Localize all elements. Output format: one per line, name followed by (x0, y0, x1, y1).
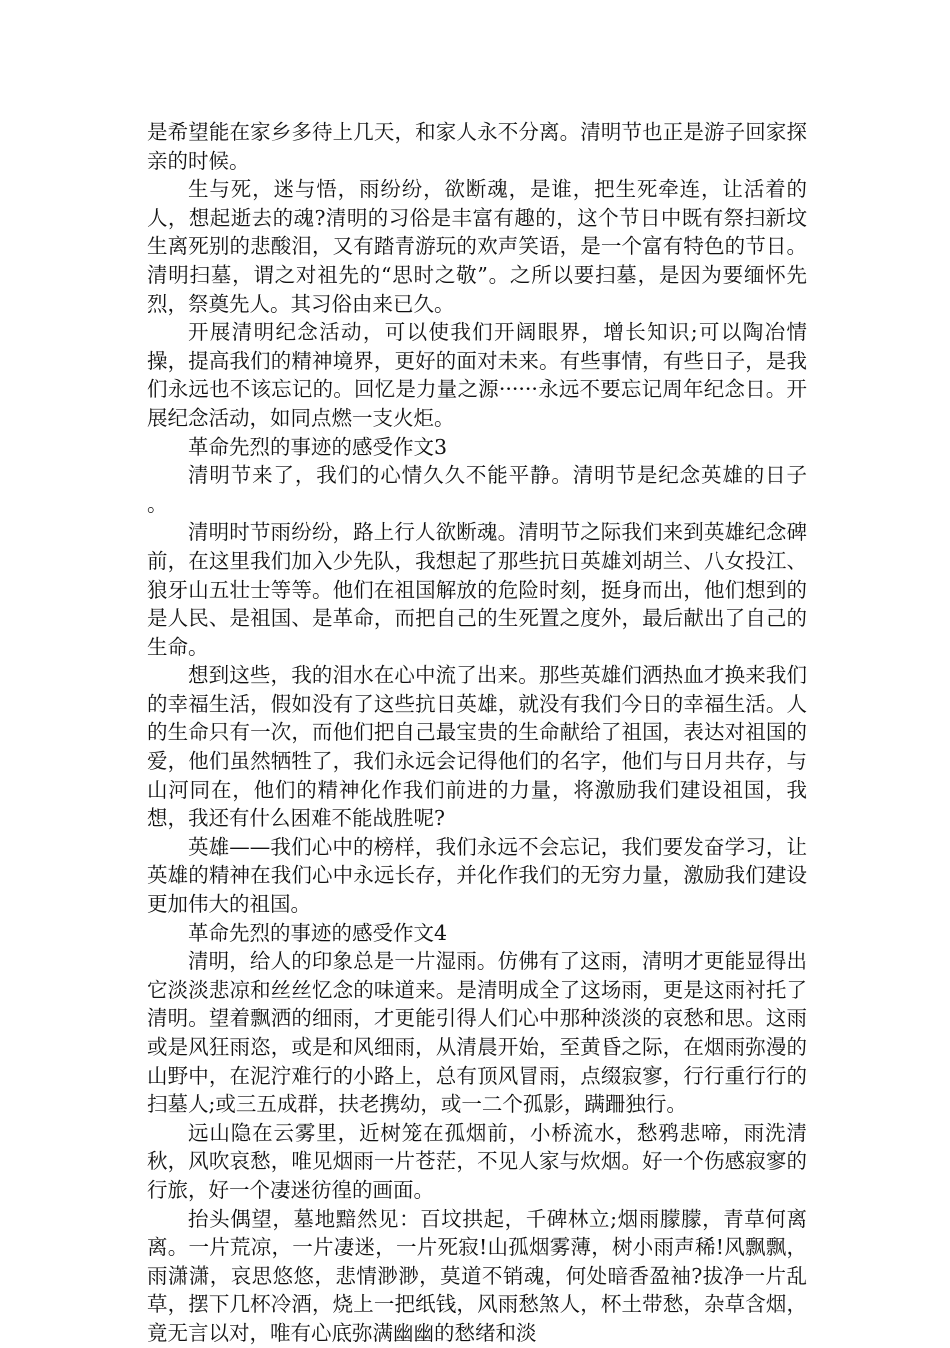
paragraph: 生与死，迷与悟，雨纷纷，欲断魂，是谁，把生死牵连，让活着的人，想起逝去的魂?清明的习俗是丰富有趣的，这个节日中既有祭扫新坟生离死别的悲酸泪，又有踏青游玩的欢声笑语，是一个富有特色的节日。清明扫墓，谓之对祖先的“思时之敬”。之所以要扫墓，是因为要缅怀先烈，祭奠先人。其习俗由来已久。 (147, 177, 807, 316)
paragraph: 是希望能在家乡多待上几天，和家人永不分离。清明节也正是游子回家探亲的时候。 (147, 120, 807, 173)
paragraph: 清明节来了，我们的心情久久不能平静。清明节是纪念英雄的日子 。 (147, 463, 807, 516)
paragraph: 想到这些，我的泪水在心中流了出来。那些英雄们洒热血才换来我们的幸福生活，假如没有了这些抗日英雄，就没有我们今日的幸福生活。人的生命只有一次，而他们把自己最宝贵的生命献给了祖国，表达对祖国的爱，他们虽然牺牲了，我们永远会记得他们的名字，他们与日月共存，与山河同在，他们的精神化作我们前进的力量，将激励我们建设祖国，我想，我还有什么困难不能战胜呢? (147, 663, 807, 831)
paragraph: 抬头偶望，墓地黯然见：百坟拱起，千碑林立;烟雨朦朦，青草何离离。一片荒凉，一片凄迷，一片死寂!山孤烟雾薄，树小雨声稀!风飘飘，雨潇潇，哀思悠悠，悲情渺渺，莫道不销魂，何处暗香盈袖?拔净一片乱草，摆下几杯冷酒，烧上一把纸钱，风雨愁煞人，杯土带愁，杂草含烟，竟无言以对，唯有心底弥满幽幽的愁绪和淡 (147, 1206, 807, 1345)
paragraph: 英雄——我们心中的榜样，我们永远不会忘记，我们要发奋学习，让英雄的精神在我们心中永远长存，并化作我们的无穷力量，激励我们建设更加伟大的祖国。 (147, 834, 807, 917)
paragraph: 清明时节雨纷纷，路上行人欲断魂。清明节之际我们来到英雄纪念碑前，在这里我们加入少先队，我想起了那些抗日英雄刘胡兰、八女投江、狼牙山五壮士等等。他们在祖国解放的危险时刻，挺身而出，他们想到的是人民、是祖国、是革命，而把自己的生死置之度外，最后献出了自己的生命。 (147, 520, 807, 659)
paragraph: 清明，给人的印象总是一片湿雨。仿佛有了这雨，清明才更能显得出它淡淡悲凉和丝丝忆念的味道来。是清明成全了这场雨，更是这雨衬托了清明。望着飘洒的细雨，才更能引得人们心中那种淡淡的哀愁和思。这雨或是风狂雨恣，或是和风细雨，从清晨开始，至黄昏之际，在烟雨弥漫的山野中，在泥泞难行的小路上，总有顶风冒雨，点缀寂寥，行行重行行的扫墓人;或三五成群，扶老携幼，或一二个孤影，蹒跚独行。 (147, 949, 807, 1117)
paragraph: 开展清明纪念活动，可以使我们开阔眼界，增长知识;可以陶冶情操，提高我们的精神境界，更好的面对未来。有些事情，有些日子，是我们永远也不该忘记的。回忆是力量之源······永远不要忘记周年纪念日。开展纪念活动，如同点燃一支火炬。 (147, 320, 807, 430)
section-heading: 革命先烈的事迹的感受作文3 (188, 434, 448, 459)
section-heading: 革命先烈的事迹的感受作文4 (188, 920, 448, 945)
paragraph: 远山隐在云雾里，近树笼在孤烟前，小桥流水，愁鸦悲啼，雨洗清秋，风吹哀愁，唯见烟雨一片苍茫，不见人家与炊烟。好一个伤感寂寥的行旅，好一个凄迷彷徨的画面。 (147, 1120, 807, 1202)
document-page (147, 118, 807, 1348)
